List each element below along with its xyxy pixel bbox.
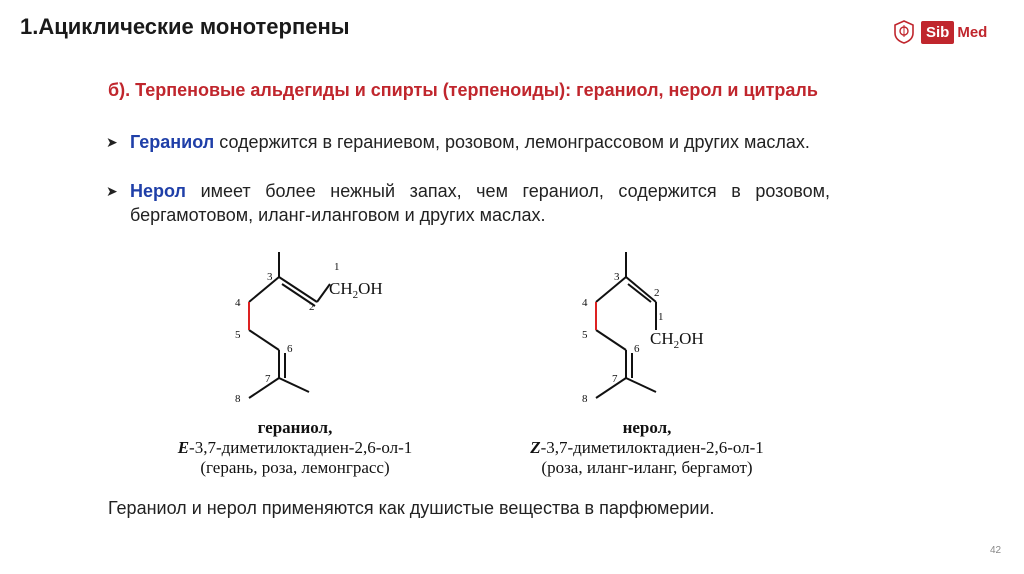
page-number: 42 xyxy=(990,545,1002,556)
nerol-name: нерол, xyxy=(622,418,672,437)
atom-number: 8 xyxy=(235,393,241,405)
ch2oh-group: $CH_2OH$ xyxy=(650,329,704,351)
atom-number: 1 xyxy=(658,311,664,323)
atom-number: 2 xyxy=(654,287,660,299)
term-nerol: Нерол xyxy=(130,181,186,201)
slide-title: 1.Ациклические монотерпены xyxy=(20,14,350,39)
nerol-structure xyxy=(578,240,778,415)
bullet-text: содержится в гераниевом, розовом, лемонграссовом и других маслах. xyxy=(214,132,810,152)
atom-number: 7 xyxy=(265,373,271,385)
atom-number: 2 xyxy=(309,301,315,313)
bullet-text: имеет более нежный запах, чем гераниол, содержится в розовом, бергамотовом, иланг-иланговом и других маслах. xyxy=(130,181,830,225)
atom-number: 6 xyxy=(634,343,640,355)
bullet-geraniol xyxy=(108,130,830,154)
atom-number: 7 xyxy=(612,373,618,385)
geraniol-name: гераниол, xyxy=(257,418,333,437)
atom-number: 1 xyxy=(334,261,340,273)
geraniol-structure xyxy=(225,240,425,415)
geraniol-systematic-name: E-3,7-диметилоктадиен-2,6-ол-1 xyxy=(177,438,413,457)
geraniol-caption xyxy=(130,418,460,478)
atom-number: 3 xyxy=(614,271,620,283)
atom-number: 4 xyxy=(235,297,241,309)
atom-number: 6 xyxy=(287,343,293,355)
atom-number: 3 xyxy=(267,271,273,283)
logo-med: Med xyxy=(957,23,988,41)
university-crest-icon xyxy=(893,20,915,44)
geraniol-sources: (герань, роза, лемонграсс) xyxy=(200,458,390,477)
atom-number: 4 xyxy=(582,297,588,309)
nerol-caption xyxy=(482,418,812,478)
atom-number: 5 xyxy=(235,329,241,341)
subtitle: б). Терпеновые альдегиды и спирты (терпеноиды): гераниол, нерол и цитраль xyxy=(108,80,818,100)
conclusion-text: Гераниол и нерол применяются как душистые вещества в парфюмерии. xyxy=(108,498,715,518)
ch2oh-group: $CH_2OH$ xyxy=(329,279,383,301)
logo-sib: Sib xyxy=(921,21,954,44)
atom-number: 8 xyxy=(582,393,588,405)
nerol-sources: (роза, иланг-иланг, бергамот) xyxy=(541,458,753,477)
term-geraniol: Гераниол xyxy=(130,132,215,152)
bullet-nerol xyxy=(108,179,830,227)
arrow-bullet-icon: ➤ xyxy=(106,183,118,199)
sibmed-logo xyxy=(893,18,987,46)
arrow-bullet-icon: ➤ xyxy=(106,134,118,150)
atom-number: 5 xyxy=(582,329,588,341)
nerol-systematic-name: Z-3,7-диметилоктадиен-2,6-ол-1 xyxy=(530,438,764,457)
